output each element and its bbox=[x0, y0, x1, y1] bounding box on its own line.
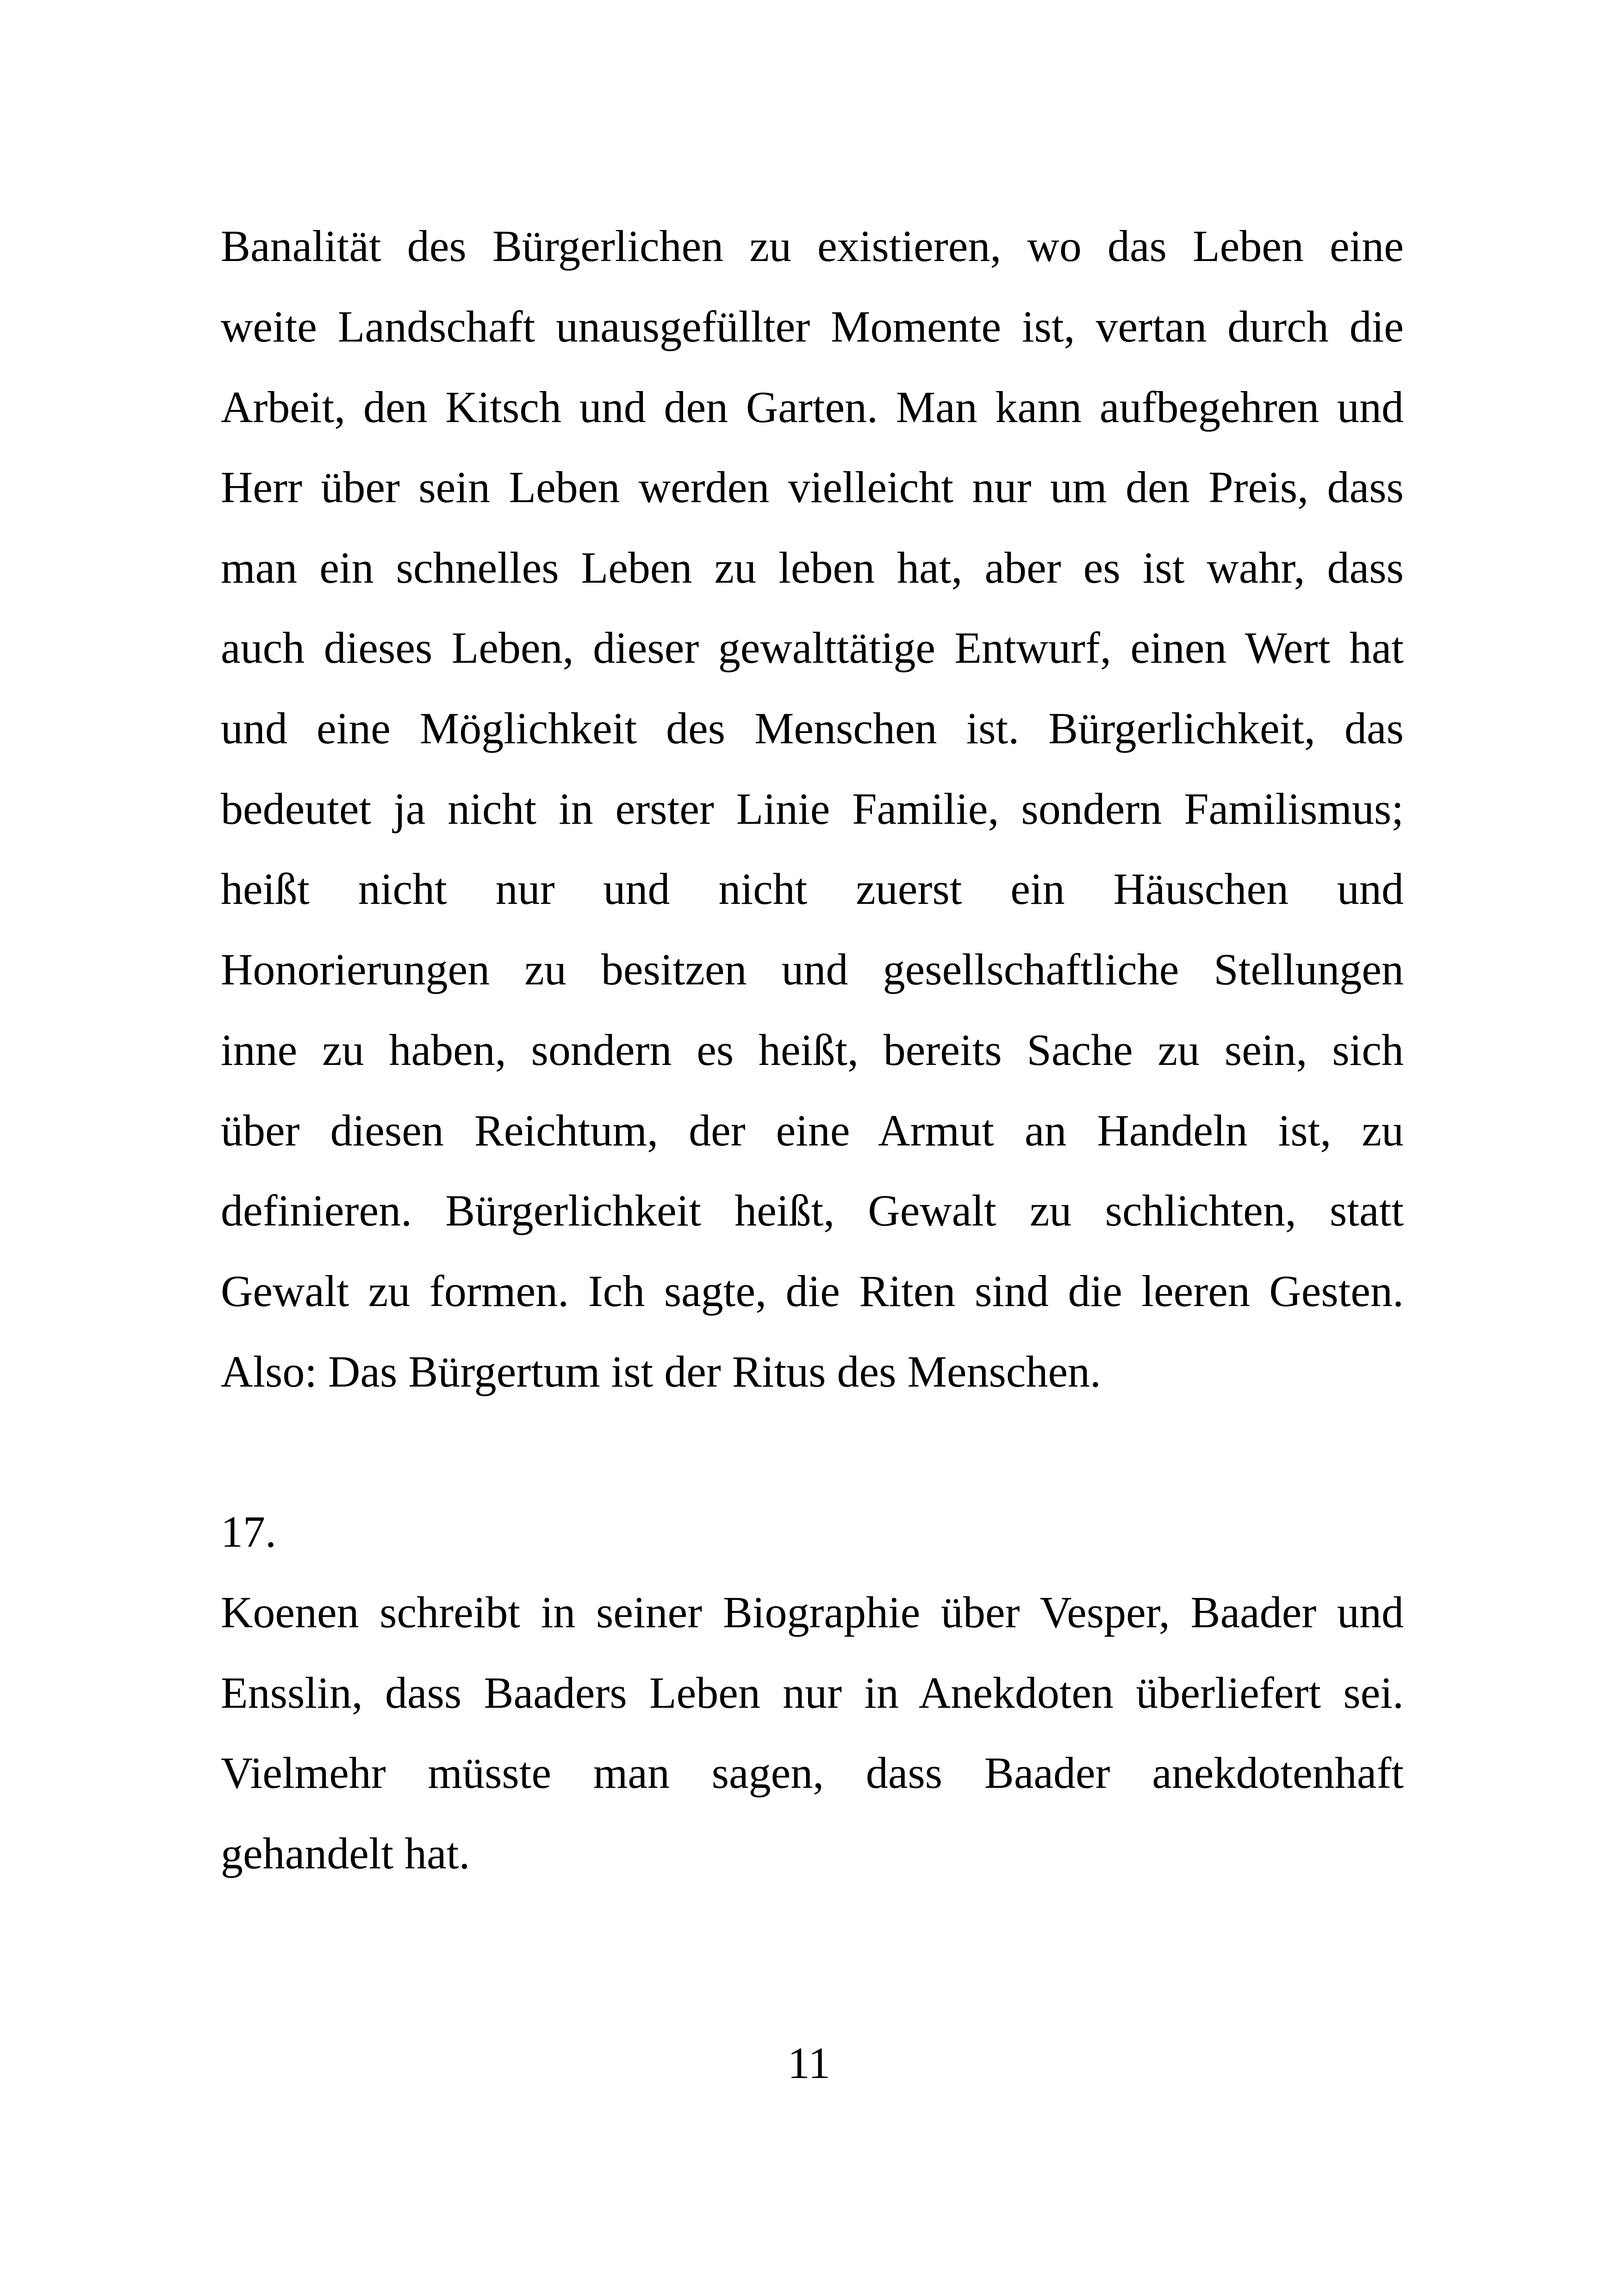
text-line: definieren. Bürgerlichkeit heißt, Gewalt zu schlichten, statt bbox=[221, 1186, 1404, 1235]
text-line: gehandelt hat. bbox=[221, 1829, 470, 1878]
text-line: und eine Möglichkeit des Menschen ist. Bürgerlichkeit, das bbox=[221, 703, 1404, 753]
text-line: auch dieses Leben, dieser gewalttätige Entwurf, einen Wert hat bbox=[221, 623, 1404, 672]
text-line: heißt nicht nur und nicht zuerst ein Häuschen und bbox=[221, 864, 1404, 914]
text-line: Honorierungen zu besitzen und gesellschaftliche Stellungen bbox=[221, 945, 1404, 994]
page-number: 11 bbox=[787, 2038, 831, 2088]
text-line: man ein schnelles Leben zu leben hat, aber es ist wahr, dass bbox=[221, 543, 1404, 592]
text-line: weite Landschaft unausgefüllter Momente ist, vertan durch die bbox=[221, 302, 1404, 351]
text-line: Herr über sein Leben werden vielleicht nur um den Preis, dass bbox=[221, 462, 1404, 512]
text-line: über diesen Reichtum, der eine Armut an Handeln ist, zu bbox=[221, 1106, 1404, 1155]
text-line: Vielmehr müsste man sagen, dass Baader anekdotenhaft bbox=[221, 1748, 1404, 1798]
text-line: inne zu haben, sondern es heißt, bereits Sache zu sein, sich bbox=[221, 1025, 1404, 1075]
text-line: Also: Das Bürgertum ist der Ritus des Menschen. bbox=[221, 1347, 1101, 1396]
text-line: bedeutet ja nicht in erster Linie Familie, sondern Familismus; bbox=[221, 784, 1404, 834]
text-line: Arbeit, den Kitsch und den Garten. Man kann aufbegehren und bbox=[221, 382, 1404, 432]
text-line: Ensslin, dass Baaders Leben nur in Anekdoten überliefert sei. bbox=[221, 1668, 1404, 1717]
text-line: Banalität des Bürgerlichen zu existieren, wo das Leben eine bbox=[221, 221, 1404, 271]
text-line: Gewalt zu formen. Ich sagte, die Riten sind die leeren Gesten. bbox=[221, 1266, 1404, 1316]
section-number: 17. bbox=[221, 1507, 276, 1556]
text-line: Koenen schreibt in seiner Biographie über Vesper, Baader und bbox=[221, 1587, 1404, 1637]
